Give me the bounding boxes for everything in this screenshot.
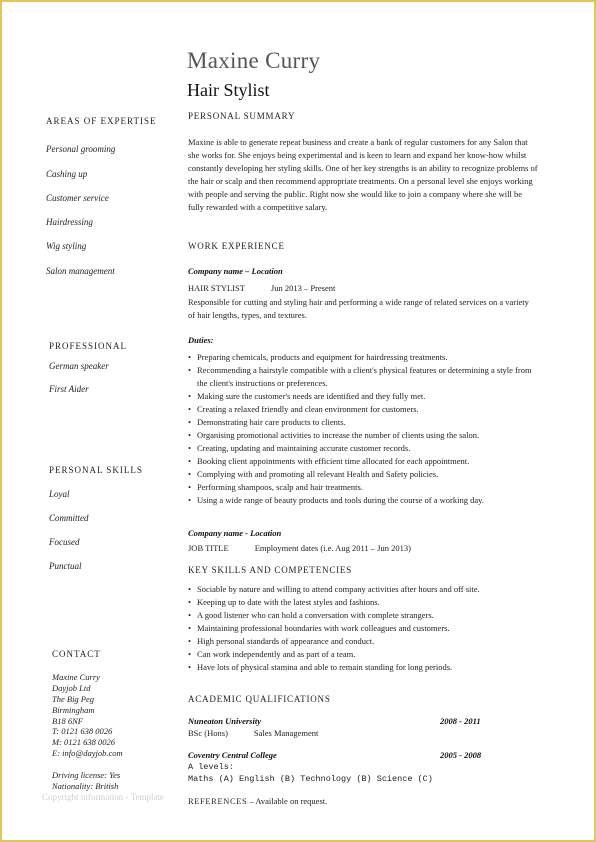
expertise-item: Customer service: [46, 193, 109, 203]
references-line: [188, 796, 327, 806]
key-skills-list: [188, 583, 540, 674]
list-item: • Have lots of physical stamina and able to remain standing for long periods.: [188, 662, 453, 672]
job1-company: Company name – Location: [188, 266, 283, 276]
contact-city: Birmingham: [52, 705, 95, 715]
list-item: • Booking client appointments with efficient time allocated for each appointment.: [188, 456, 470, 466]
university-name: Nuneaton University: [188, 716, 261, 726]
college-years: 2005 - 2008: [440, 750, 482, 760]
expertise-item: Salon management: [46, 266, 115, 276]
summary-text: Maxine is able to generate repeat business and create a bank of regular customers for any Salon that she works for. She enjoys being experimental and is keen to learn and expand her know-how whilst constantly developing her styling skills. One of her key strengths is an ability to recognize problems of the hair or scalp and then recommend appropriate treatments. On a personal level she enjoys working with people and serving the public. Right now she would like to join a company where she will be fully rewarded with a competitive salary.: [188, 137, 538, 212]
contact-address: The Big Peg: [52, 694, 95, 704]
degree: BSc (Hons): [188, 728, 228, 738]
duties-label: Duties:: [188, 335, 214, 345]
expertise-item: Personal grooming: [46, 144, 116, 154]
professional-item: First Aider: [49, 384, 89, 394]
list-item: • Sociable by nature and willing to attend company activities after hours and off site.: [188, 584, 480, 594]
job2-company: Company name - Location: [188, 528, 282, 538]
watermark: Copyright information - Template: [42, 792, 164, 802]
key-skills-heading: KEY SKILLS AND COMPETENCIES: [188, 565, 353, 575]
professional-item: German speaker: [49, 361, 109, 371]
expertise-item: Wig styling: [46, 241, 87, 251]
list-item: • High personal standards of appearance and conduct.: [188, 636, 375, 646]
driving-license: Driving license: Yes: [52, 770, 121, 780]
personal-skill-item: Committed: [49, 513, 89, 523]
list-item: • Creating a relaxed friendly and clean environment for customers.: [188, 404, 419, 414]
references-text: – Available on request.: [249, 796, 328, 806]
list-item: • Performing shampoos, scalp and hair treatments.: [188, 482, 363, 492]
expertise-heading: AREAS OF EXPERTISE: [46, 116, 157, 126]
personal-skill-item: Focused: [49, 537, 80, 547]
duties-list: [188, 351, 540, 507]
list-item: • Recommending a hairstyle compatible with a client's physical features or determining a style from the client's instructions or preferences.: [188, 365, 532, 388]
job1-dates: Jun 2013 – Present: [270, 283, 336, 293]
contact-telephone: T: 0121 638 0026: [52, 726, 113, 736]
list-item: • Creating, updating and maintaining accurate customer records.: [188, 443, 411, 453]
references-heading: REFERENCES: [188, 796, 248, 806]
nationality: Nationality: British: [52, 781, 119, 791]
list-item: • Making sure the customer's needs are identified and they fully met.: [188, 391, 426, 401]
alevels-grades: Maths (A) English (B) Technology (B) Science (C): [188, 774, 433, 784]
personal-skills-heading: PERSONAL SKILLS: [49, 465, 143, 475]
university-years: 2008 - 2011: [440, 716, 481, 726]
contact-heading: CONTACT: [52, 649, 101, 659]
professional-heading: PROFESSIONAL: [49, 341, 128, 351]
job2-title-line: [188, 543, 411, 553]
academic-heading: ACADEMIC QUALIFICATIONS: [188, 694, 331, 704]
list-item: • Demonstrating hair care products to clients.: [188, 417, 346, 427]
job2-dates: Employment dates (i.e. Aug 2011 – Jun 2013): [254, 543, 411, 553]
alevels-label: A levels:: [188, 762, 234, 772]
job1-title: HAIR STYLIST: [188, 283, 245, 293]
list-item: • Can work independently and as part of a team.: [188, 649, 356, 659]
college-name: Coventry Central College: [188, 750, 277, 760]
expertise-item: Hairdressing: [46, 217, 93, 227]
candidate-name: Maxine Curry: [187, 48, 321, 73]
list-item: • Keeping up to date with the latest styles and fashions.: [188, 597, 380, 607]
contact-name: Maxine Curry: [52, 672, 100, 682]
job2-title: JOB TITLE: [188, 543, 229, 553]
list-item: • Using a wide range of beauty products and tools during the course of a working day.: [188, 495, 484, 505]
summary-heading: PERSONAL SUMMARY: [188, 111, 296, 121]
degree-subject: Sales Management: [253, 728, 319, 738]
job-title: Hair Stylist: [187, 80, 270, 100]
list-item: • Maintaining professional boundaries with work colleagues and customers.: [188, 623, 450, 633]
job1-description: Responsible for cutting and styling hair and performing a wide range of related services on a variety of hair lengths, types, and textures.: [188, 297, 529, 320]
list-item: • Preparing chemicals, products and equipment for hairdressing treatments.: [188, 352, 448, 362]
degree-line: [188, 728, 318, 738]
list-item: • Complying with and promoting all relevant Health and Safety policies.: [188, 469, 439, 479]
contact-email[interactable]: E: info@dayjob.com: [52, 748, 123, 758]
contact-postcode: B18 6NF: [52, 716, 83, 726]
expertise-item: Cashing up: [46, 169, 88, 179]
list-item: • Organising promotional activities to increase the number of clients using the salon.: [188, 430, 480, 440]
list-item: • A good listener who can hold a conversation with complete strangers.: [188, 610, 434, 620]
job1-title-line: [188, 283, 335, 293]
personal-skill-item: Punctual: [49, 561, 82, 571]
personal-skill-item: Loyal: [49, 489, 70, 499]
work-experience-heading: WORK EXPERIENCE: [188, 241, 285, 251]
contact-mobile: M: 0121 638 0026: [52, 737, 116, 747]
contact-company: Dayjob Ltd: [52, 683, 91, 693]
